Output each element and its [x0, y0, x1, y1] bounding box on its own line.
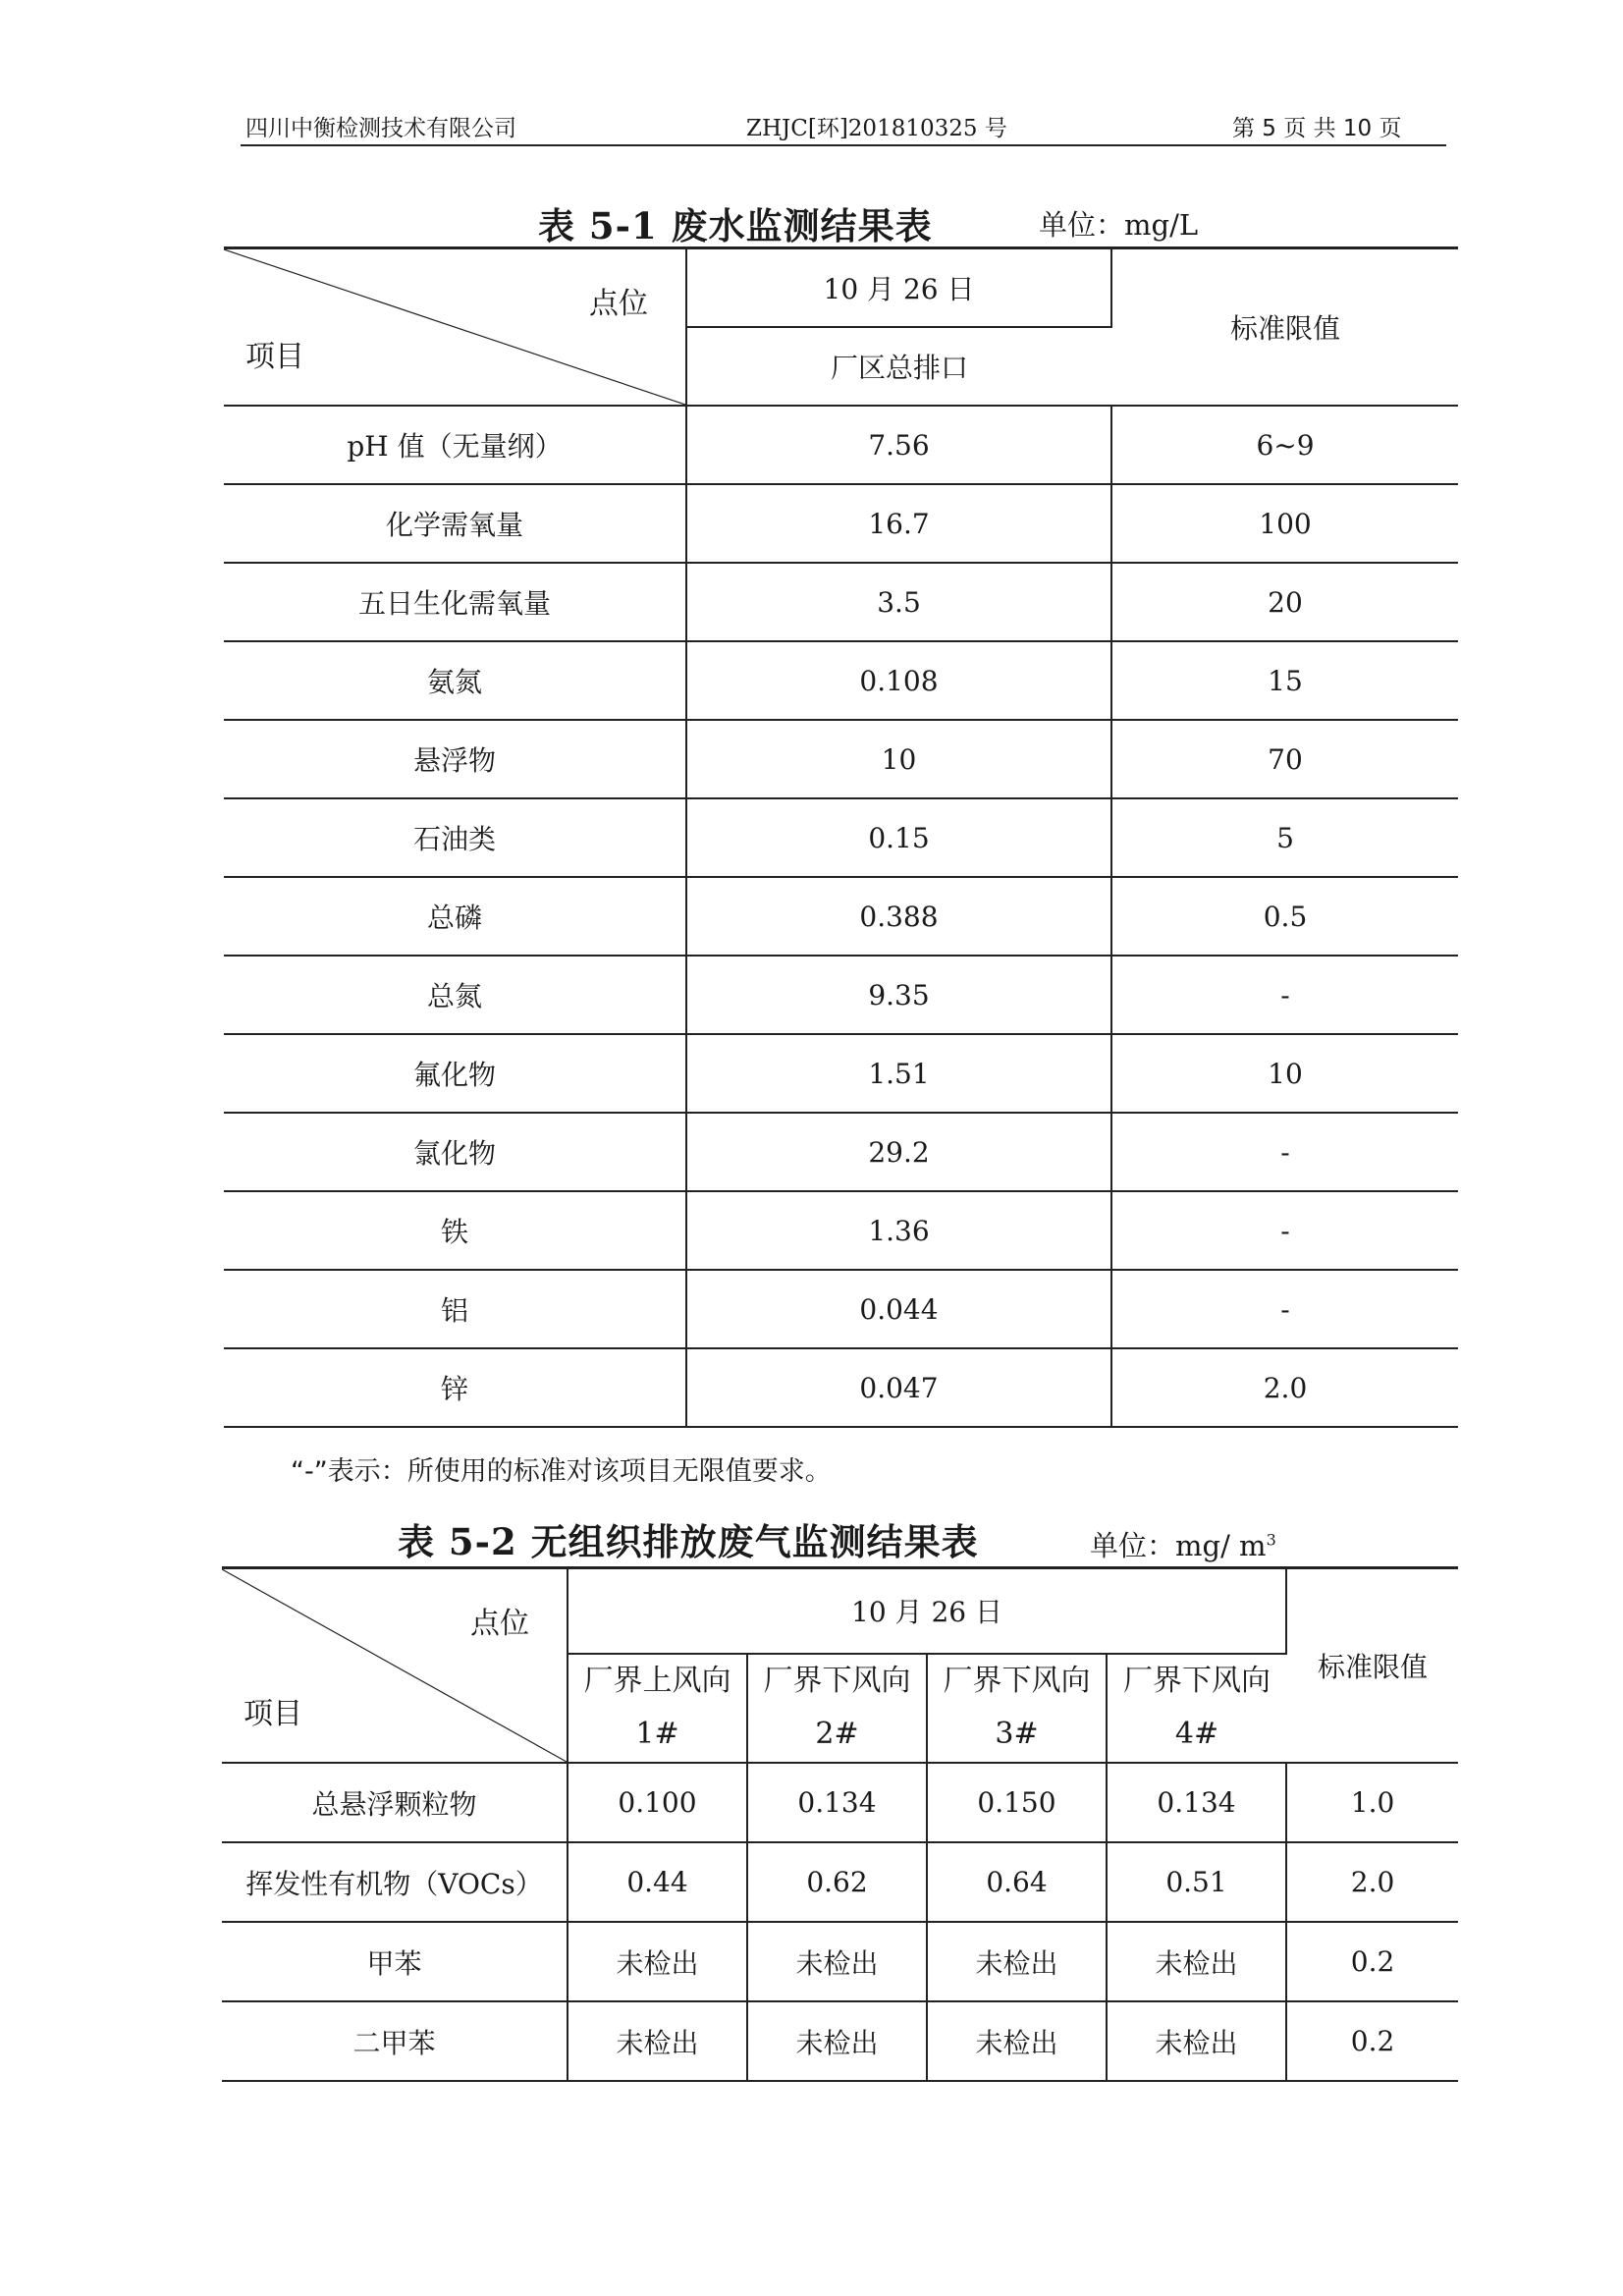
wastewater-results-table	[224, 246, 1458, 1428]
table2-point-header	[927, 1654, 1107, 1763]
value-cell: 未检出	[568, 1922, 747, 2001]
table-row	[224, 641, 1458, 720]
value-cell: 7.56	[686, 406, 1111, 484]
value-cell: 0.51	[1107, 1842, 1286, 1922]
limit-cell: -	[1280, 1292, 1290, 1326]
value-cell: 0.15	[686, 798, 1111, 877]
table2-corner-cell	[222, 1568, 568, 1764]
limit-cell: -	[1280, 1214, 1290, 1247]
item-cell: pH 值（无量纲）	[224, 406, 686, 484]
table2-unit-text: 单位：mg/ m	[1090, 1529, 1267, 1562]
table-row	[222, 1842, 1458, 1922]
table1-date-header: 10 月 26 日	[686, 248, 1111, 328]
limit-cell: 10	[1268, 1057, 1303, 1090]
table-row	[224, 956, 1458, 1034]
header-org: 四川中衡检测技术有限公司	[245, 116, 516, 141]
header-page-number: 第 5 页 共 10 页	[1232, 116, 1402, 141]
table-row	[224, 484, 1458, 563]
point-number: 1#	[635, 1717, 679, 1752]
limit-cell: 100	[1259, 507, 1312, 540]
limit-cell: 2.0	[1350, 1866, 1395, 1898]
value-cell: 3.5	[686, 563, 1111, 641]
limit-cell: 0.2	[1350, 2025, 1395, 2057]
item-cell: 氯化物	[224, 1113, 686, 1191]
value-cell: 未检出	[927, 1922, 1107, 2001]
value-cell: 29.2	[686, 1113, 1111, 1191]
value-cell: 0.134	[747, 1763, 927, 1842]
value-cell: 0.388	[686, 877, 1111, 956]
header-rule	[241, 144, 1446, 146]
table1-point-header: 厂区总排口	[830, 352, 968, 384]
table-row	[224, 798, 1458, 877]
diagonal-line	[224, 249, 685, 405]
value-cell: 未检出	[1107, 2001, 1286, 2081]
value-cell: 0.150	[927, 1763, 1107, 1842]
item-cell: 化学需氧量	[224, 484, 686, 563]
header-report-number: ZHJC[环]201810325 号	[746, 116, 1007, 141]
value-cell: 0.047	[686, 1348, 1111, 1427]
table1-corner-cell	[224, 248, 686, 407]
item-cell: 总磷	[224, 877, 686, 956]
table2-point-header	[1107, 1654, 1286, 1763]
value-cell: 0.44	[568, 1842, 747, 1922]
table-row	[224, 720, 1458, 798]
table2-title: 表 5-2 无组织排放废气监测结果表	[398, 1520, 979, 1563]
table2-point-header	[568, 1654, 747, 1763]
table-row	[222, 2001, 1458, 2081]
table1-corner-item-label: 项目	[245, 340, 304, 374]
table2-point-header	[747, 1654, 927, 1763]
table-row	[224, 1113, 1458, 1191]
item-cell: 锌	[224, 1348, 686, 1427]
item-cell: 悬浮物	[224, 720, 686, 798]
table2-unit-superscript: 3	[1266, 1530, 1276, 1550]
table2-corner-point-label: 点位	[470, 1607, 529, 1641]
value-cell: 0.134	[1107, 1763, 1286, 1842]
item-cell: 总氮	[224, 956, 686, 1034]
limit-cell: 0.2	[1350, 1945, 1395, 1978]
item-cell: 二甲苯	[222, 2001, 568, 2081]
table2-corner-item-label: 项目	[243, 1697, 302, 1731]
limit-cell: -	[1280, 1135, 1290, 1169]
point-number: 4#	[1174, 1717, 1219, 1752]
value-cell: 1.51	[686, 1034, 1111, 1113]
point-number: 3#	[995, 1717, 1039, 1752]
item-cell: 五日生化需氧量	[224, 563, 686, 641]
limit-cell: 5	[1276, 821, 1294, 854]
point-name: 厂界下风向	[763, 1664, 911, 1699]
limit-cell: 70	[1268, 742, 1303, 776]
table-row	[224, 1348, 1458, 1427]
table-row	[224, 877, 1458, 956]
table1-body	[224, 406, 1458, 1427]
limit-cell: 2.0	[1263, 1371, 1308, 1404]
item-cell: 挥发性有机物（VOCs）	[222, 1842, 568, 1922]
limit-cell: 20	[1268, 585, 1303, 619]
table1-title: 表 5-1 废水监测结果表	[538, 204, 933, 247]
value-cell: 0.108	[686, 641, 1111, 720]
table-row	[224, 1270, 1458, 1348]
value-cell: 未检出	[568, 2001, 747, 2081]
item-cell: 石油类	[224, 798, 686, 877]
table-row	[224, 1191, 1458, 1270]
limit-cell: 15	[1268, 664, 1303, 697]
table1-limit-header: 标准限值	[1229, 312, 1340, 345]
table-row	[222, 1922, 1458, 2001]
point-name: 厂界下风向	[1123, 1664, 1271, 1699]
value-cell: 0.100	[568, 1763, 747, 1842]
item-cell: 甲苯	[222, 1922, 568, 2001]
value-cell: 0.62	[747, 1842, 927, 1922]
value-cell: 10	[686, 720, 1111, 798]
table2-body	[222, 1763, 1458, 2081]
limit-cell: 0.5	[1263, 900, 1308, 933]
table-row	[224, 563, 1458, 641]
value-cell: 未检出	[1107, 1922, 1286, 2001]
value-cell: 未检出	[747, 2001, 927, 2081]
point-number: 2#	[815, 1717, 859, 1752]
point-name: 厂界下风向	[943, 1664, 1091, 1699]
item-cell: 氟化物	[224, 1034, 686, 1113]
item-cell: 铝	[224, 1270, 686, 1348]
item-cell: 氨氮	[224, 641, 686, 720]
value-cell: 16.7	[686, 484, 1111, 563]
table-row	[224, 1034, 1458, 1113]
value-cell: 未检出	[747, 1922, 927, 2001]
table1-unit: 单位：mg/L	[1039, 208, 1199, 242]
limit-cell: 6~9	[1256, 428, 1315, 462]
value-cell: 1.36	[686, 1191, 1111, 1270]
table1-header-row	[224, 248, 1458, 328]
item-cell: 总悬浮颗粒物	[222, 1763, 568, 1842]
value-cell: 0.044	[686, 1270, 1111, 1348]
table2-header-row	[222, 1568, 1458, 1654]
table-row	[224, 406, 1458, 484]
limit-cell: 1.0	[1350, 1786, 1395, 1819]
value-cell: 未检出	[927, 2001, 1107, 2081]
point-name: 厂界上风向	[583, 1664, 731, 1699]
table2-date-header: 10 月 26 日	[568, 1568, 1286, 1654]
table-row	[222, 1763, 1458, 1842]
item-cell: 铁	[224, 1191, 686, 1270]
limit-cell: -	[1280, 978, 1290, 1011]
table2-limit-header: 标准限值	[1318, 1651, 1429, 1683]
value-cell: 0.64	[927, 1842, 1107, 1922]
table1-corner-point-label: 点位	[589, 287, 648, 321]
value-cell: 9.35	[686, 956, 1111, 1034]
table2-unit	[1090, 1524, 1276, 1564]
fugitive-emission-results-table	[222, 1566, 1458, 2082]
table1-note: “-”表示：所使用的标准对该项目无限值要求。	[291, 1456, 832, 1487]
